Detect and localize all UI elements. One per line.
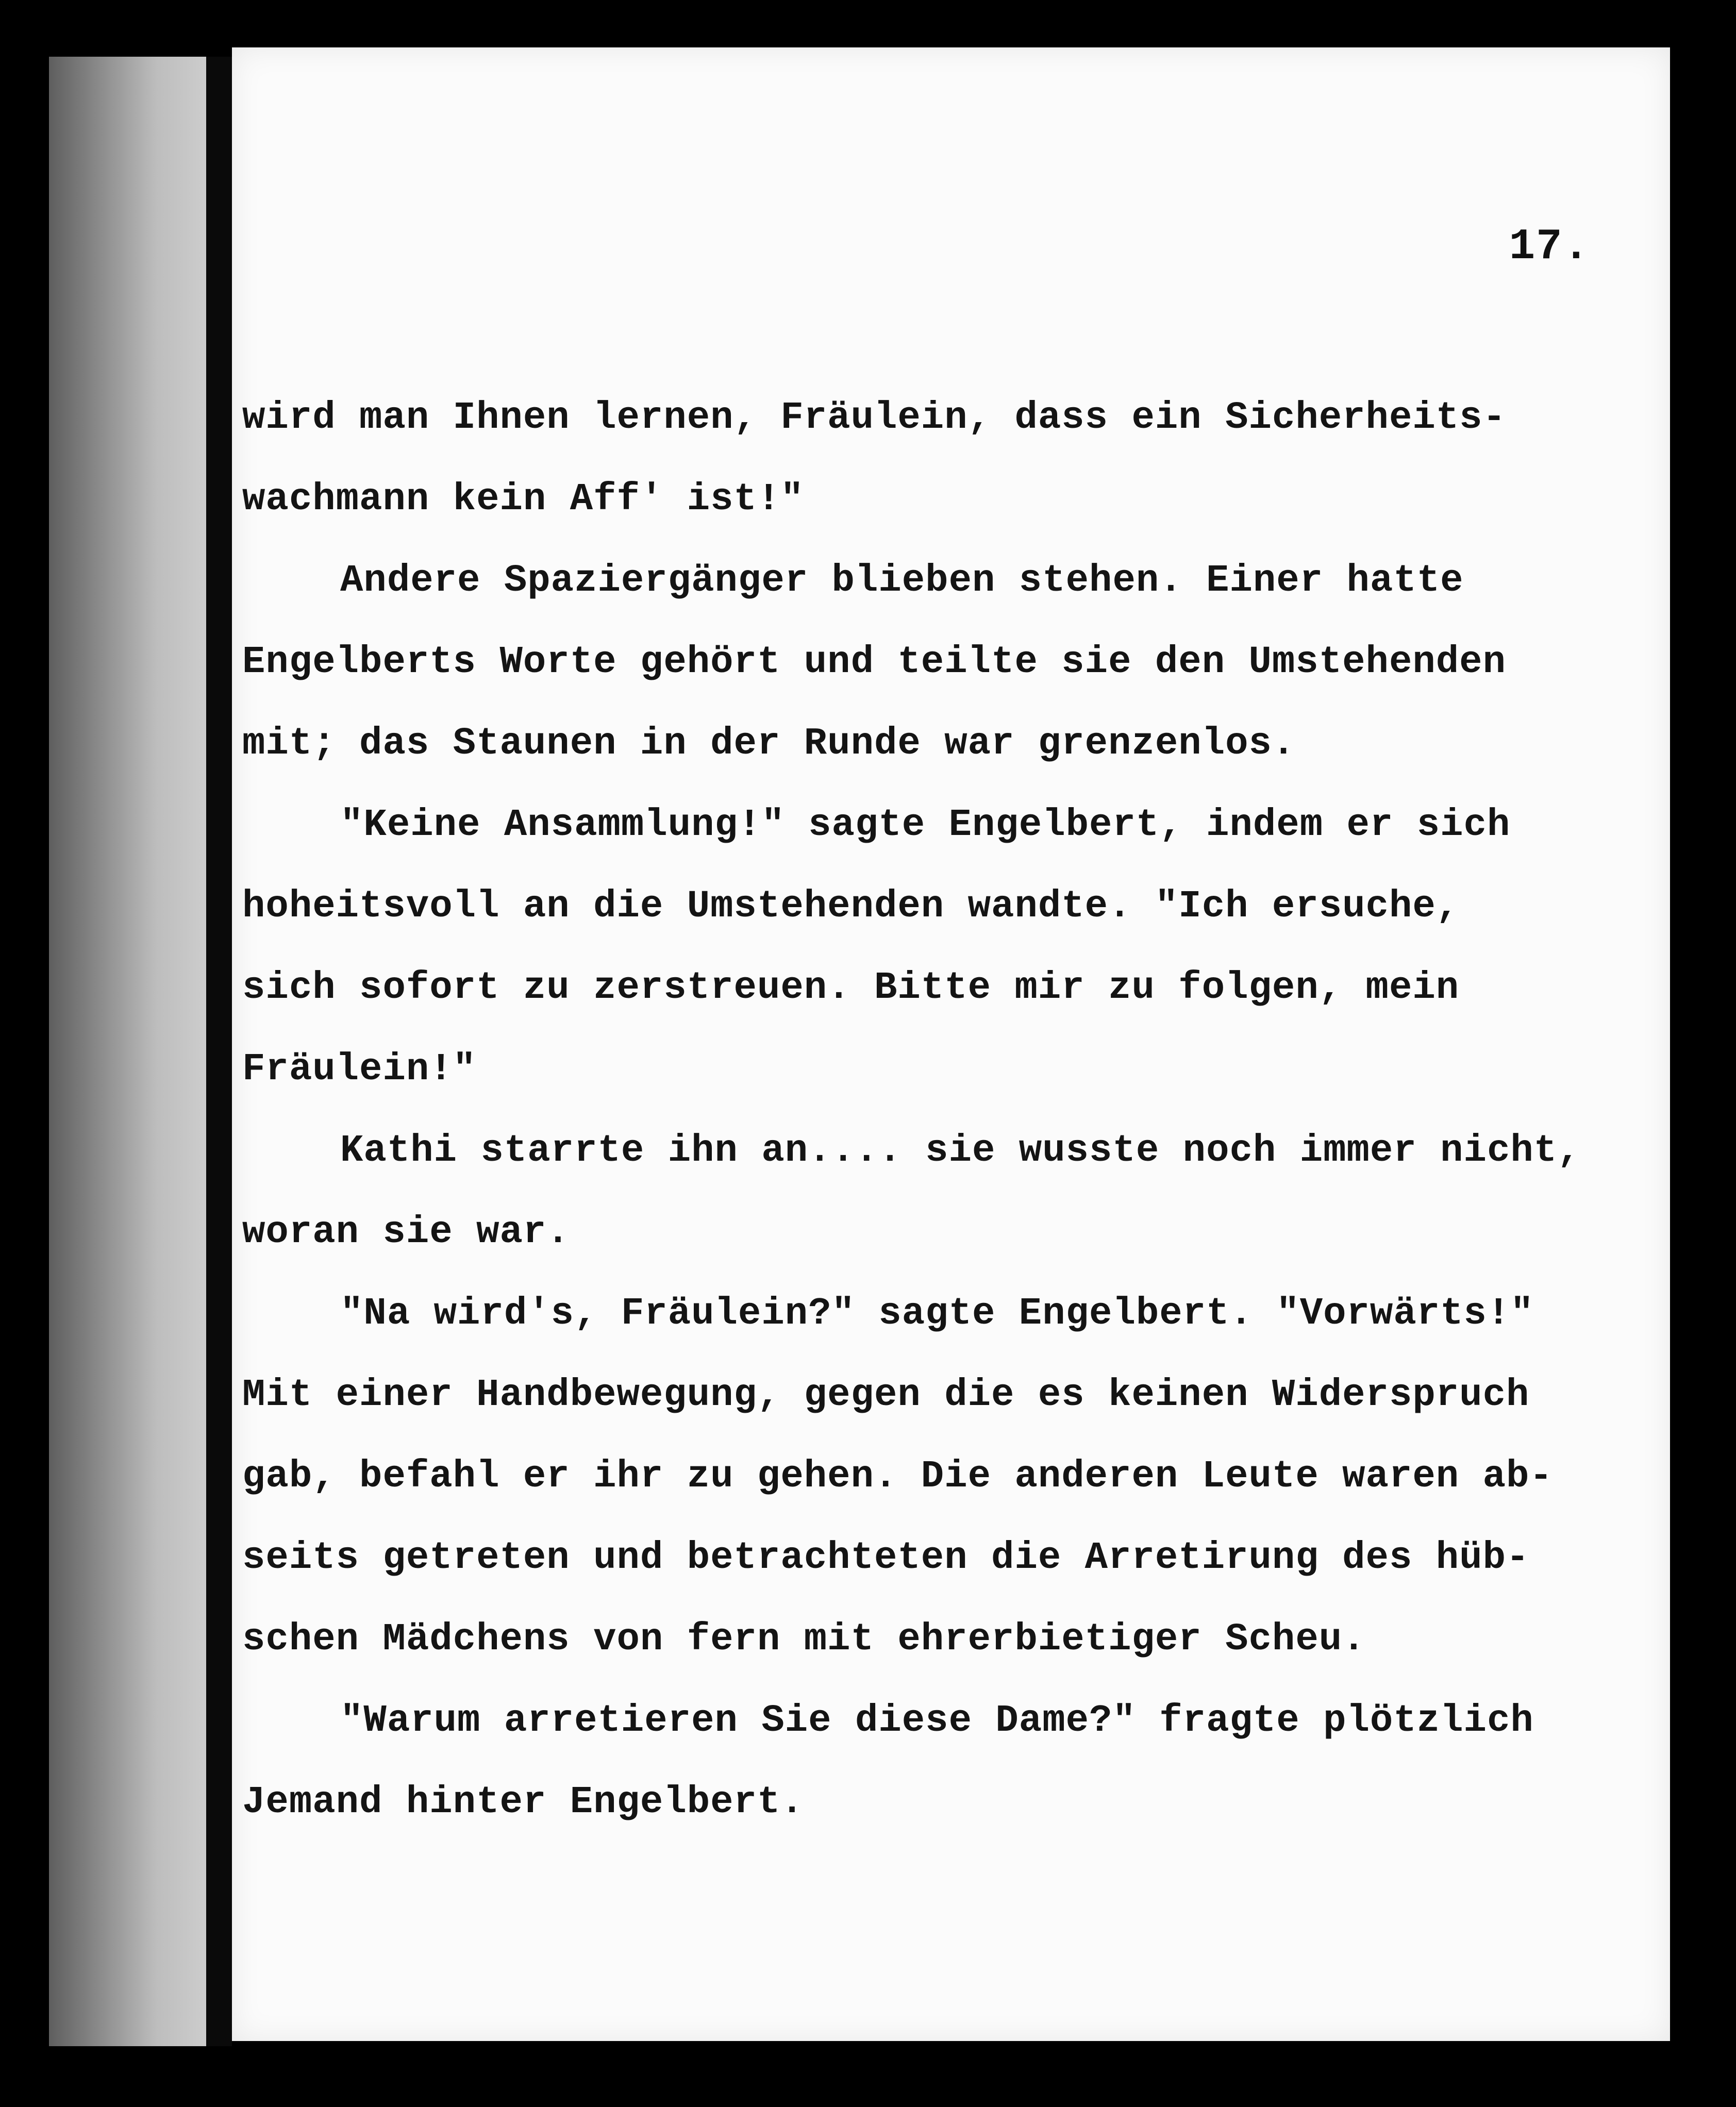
text-line: seits getreten und betrachteten die Arretirung des hüb- [242,1536,1530,1580]
text-line: hoheitsvoll an die Umstehenden wandte. "Ich ersuche, [242,885,1460,928]
body-text [242,377,1644,1843]
previous-page-edge [49,57,214,2046]
typewritten-page [232,47,1670,2041]
text-line: Andere Spaziergänger blieben stehen. Einer hatte [340,559,1464,603]
text-line: Mit einer Handbewegung, gegen die es keinen Widerspruch [242,1374,1530,1417]
text-line: sich sofort zu zerstreuen. Bitte mir zu folgen, mein [242,966,1460,1010]
text-line: mit; das Staunen in der Runde war grenzenlos. [242,722,1296,765]
page-gutter [206,57,232,2046]
text-line: wird man Ihnen lernen, Fräulein, dass ein Sicherheits- [242,396,1506,440]
text-line: Kathi starrte ihn an.... sie wusste noch immer nicht, [340,1129,1581,1173]
text-line: schen Mädchens von fern mit ehrerbietiger Scheu. [242,1618,1366,1661]
text-line: "Na wird's, Fräulein?" sagte Engelbert. "Vorwärts!" [340,1292,1534,1335]
text-line: woran sie war. [242,1211,570,1254]
text-line: wachmann kein Aff' ist!" [242,478,804,521]
text-line: Engelberts Worte gehört und teilte sie den Umstehenden [242,641,1506,684]
text-line: "Keine Ansammlung!" sagte Engelbert, indem er sich [340,804,1511,847]
text-line: "Warum arretieren Sie diese Dame?" fragte plötzlich [340,1699,1534,1743]
text-line: Jemand hinter Engelbert. [242,1781,804,1824]
text-line: gab, befahl er ihr zu gehen. Die anderen Leute waren ab- [242,1455,1553,1498]
page-number: 17. [1509,223,1590,272]
text-line: Fräulein!" [242,1048,477,1091]
